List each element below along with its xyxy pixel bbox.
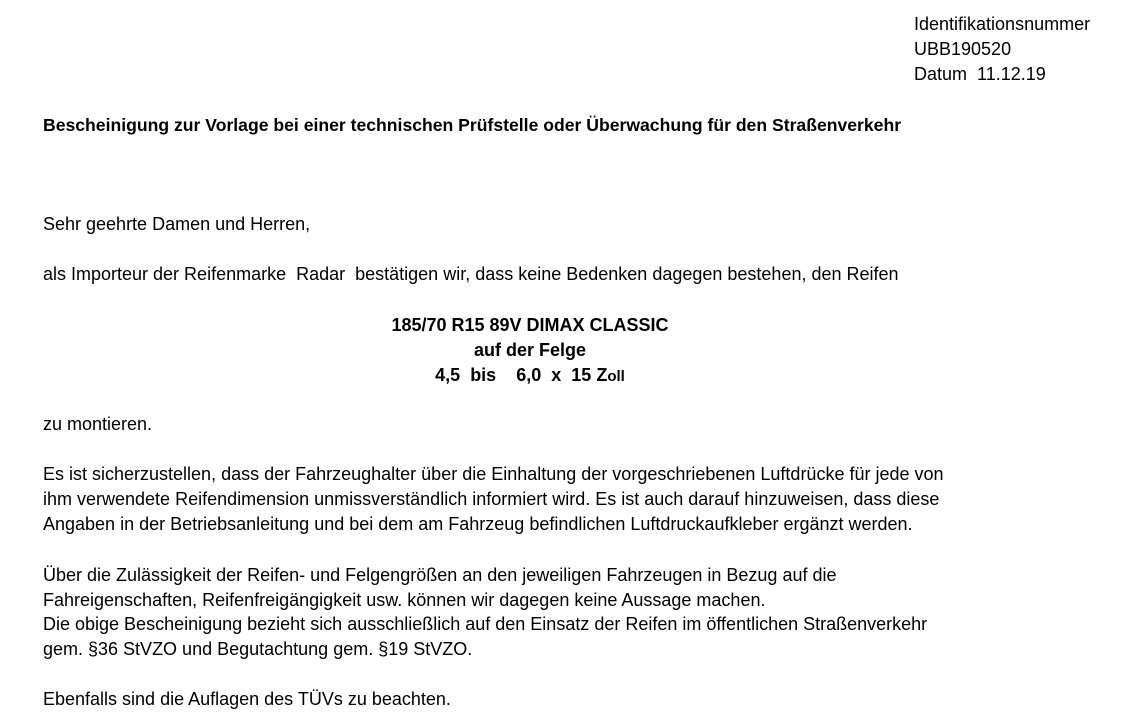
tire-model: 185/70 R15 89V DIMAX CLASSIC xyxy=(391,315,669,335)
date-label: Datum xyxy=(914,64,968,84)
document-title: Bescheinigung zur Vorlage bei einer technischen Prüfstelle oder Überwachung für den Straßenverkehr xyxy=(43,115,902,135)
rim-width-max: 6,0 xyxy=(516,365,542,385)
rim-unit xyxy=(596,363,625,389)
rim-label: auf der Felge xyxy=(473,340,587,360)
identification-number: UBB190520 xyxy=(914,39,1012,59)
rim-width-min: 4,5 xyxy=(435,365,461,385)
paragraph1-line: ihm verwendete Reifendimension unmissverständlich informiert wird. Es ist auch darauf hinzuweisen, dass diese xyxy=(43,489,940,509)
rim-unit-z: Z xyxy=(596,365,608,385)
paragraph2-line: gem. §36 StVZO und Begutachtung gem. §19 StVZO. xyxy=(43,639,473,659)
rim-diameter: 15 xyxy=(571,365,592,385)
closing-note: Ebenfalls sind die Auflagen des TÜVs zu beachten. xyxy=(43,689,451,709)
paragraph2-line: Fahreigenschaften, Reifenfreigängigkeit usw. können wir dagegen keine Aussage machen. xyxy=(43,590,766,610)
identification-label: Identifikationsnummer xyxy=(914,14,1091,34)
intro-text: als Importeur der Reifenmarke Radar bestätigen wir, dass keine Bedenken dagegen bestehen, den Reifen xyxy=(43,264,899,284)
salutation: Sehr geehrte Damen und Herren, xyxy=(43,214,311,234)
paragraph2-line: Die obige Bescheinigung bezieht sich ausschließlich auf den Einsatz der Reifen im öffentlichen Straßenverkehr xyxy=(43,614,928,634)
date-value: 11.12.19 xyxy=(977,64,1046,84)
rim-size xyxy=(0,363,1060,389)
rim-unit-rest: oll xyxy=(607,368,625,385)
paragraph1-line: Es ist sicherzustellen, dass der Fahrzeughalter über die Einhaltung der vorgeschriebenen Luftdrücke für jede von xyxy=(43,464,944,484)
rim-bis: bis xyxy=(470,365,497,385)
rim-x: x xyxy=(551,365,562,385)
paragraph1-line: Angaben in der Betriebsanleitung und bei dem am Fahrzeug befindlichen Luftdruckaufkleber ergänzt werden. xyxy=(43,514,913,534)
date-line xyxy=(914,62,1046,86)
paragraph2-line: Über die Zulässigkeit der Reifen- und Felgengrößen an den jeweiligen Fahrzeugen in Bezug auf die xyxy=(43,565,837,585)
mount-text: zu montieren. xyxy=(43,414,153,434)
